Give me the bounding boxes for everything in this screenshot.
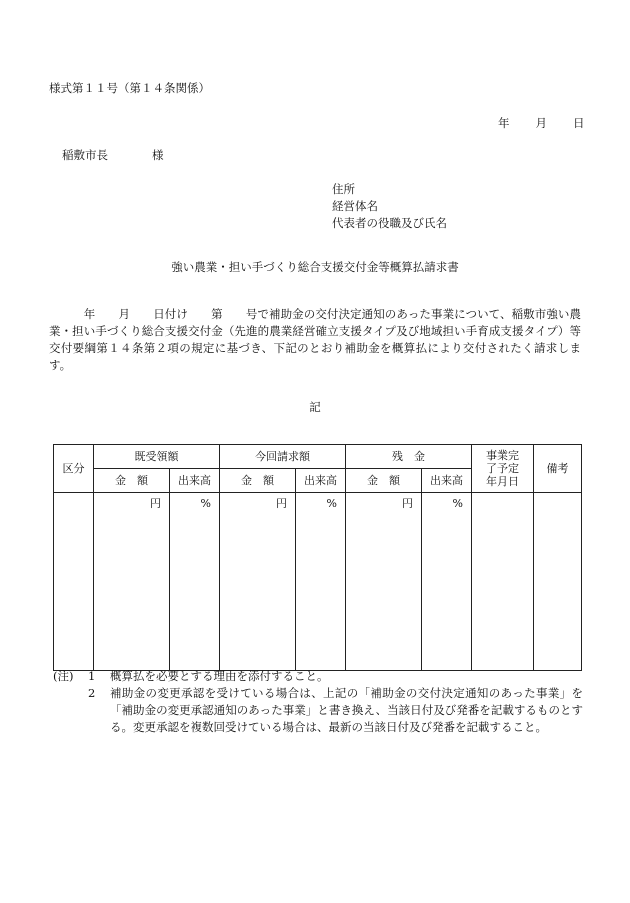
form-number: 様式第１１号（第１４条関係）	[49, 81, 210, 95]
date-month: 月	[535, 116, 547, 130]
subheader-balance-amount: 金 額	[346, 469, 422, 493]
header-received: 既受領額	[94, 445, 220, 469]
note-number: 1	[88, 669, 96, 683]
applicant-entity-name: 経営体名	[332, 199, 378, 213]
header-completion-date-text: 事業完了予定年月日	[486, 449, 519, 488]
applicant-block	[332, 181, 447, 232]
addressee	[62, 150, 164, 162]
cell-received-progress: %	[170, 493, 220, 671]
addressee-name: 稲敷市長	[62, 148, 108, 162]
addressee-honorific: 様	[152, 148, 164, 162]
header-completion-date	[472, 445, 534, 493]
ki-label: 記	[309, 400, 321, 414]
subheader-received-amount: 金 額	[94, 469, 170, 493]
cell-remarks	[534, 493, 582, 671]
body-text: 年 月 日付け 第 号で補助金の交付決定通知のあった事業について、稲敷市強い農業・担い手づくり総合支援交付金（先進的農業経営確立支援タイプ及び地域担い手育成支援タイプ）等交付要綱第１４条第２項の規定に基づき、下記のとおり補助金を概算払により交付されたく請求します。	[49, 307, 581, 372]
header-kubun: 区分	[54, 445, 94, 493]
header-remarks: 備考	[534, 445, 582, 493]
subheader-current-amount: 金 額	[220, 469, 296, 493]
notes-label: (注)	[53, 669, 74, 683]
subheader-current-progress: 出来高	[296, 469, 346, 493]
cell-current-progress: %	[296, 493, 346, 671]
cell-completion-date	[472, 493, 534, 671]
subheader-balance-progress: 出来高	[422, 469, 472, 493]
cell-current-amount: 円	[220, 493, 296, 671]
note-label-spacer	[53, 685, 88, 736]
applicant-representative: 代表者の役職及び氏名	[332, 216, 447, 230]
applicant-address: 住所	[332, 182, 355, 196]
cell-received-amount: 円	[94, 493, 170, 671]
claim-table	[53, 444, 581, 666]
subheader-received-progress: 出来高	[170, 469, 220, 493]
header-balance: 残 金	[346, 445, 472, 469]
note-item-1	[53, 668, 583, 685]
date-day: 日	[573, 116, 585, 130]
cell-balance-progress: %	[422, 493, 472, 671]
note-item-2	[53, 685, 583, 736]
notes	[53, 668, 583, 736]
cell-kubun	[54, 493, 94, 671]
date-line	[498, 118, 585, 130]
cell-balance-amount: 円	[346, 493, 422, 671]
header-current: 今回請求額	[220, 445, 346, 469]
date-year: 年	[498, 116, 510, 130]
note-number: 2	[88, 686, 96, 700]
document-title: 強い農業・担い手づくり総合支援交付金等概算払請求書	[171, 260, 459, 274]
note-text: 補助金の変更承認を受けている場合は、上記の「補助金の交付決定通知のあった事業」を「補助金の変更承認通知のあった事業」と書き換え、当該日付及び発番を記載するものとする。変更承認を複数回受けている場合は、最新の当該日付及び発番を記載すること。	[110, 686, 583, 734]
note-text: 概算払を必要とする理由を添付すること。	[110, 669, 329, 683]
